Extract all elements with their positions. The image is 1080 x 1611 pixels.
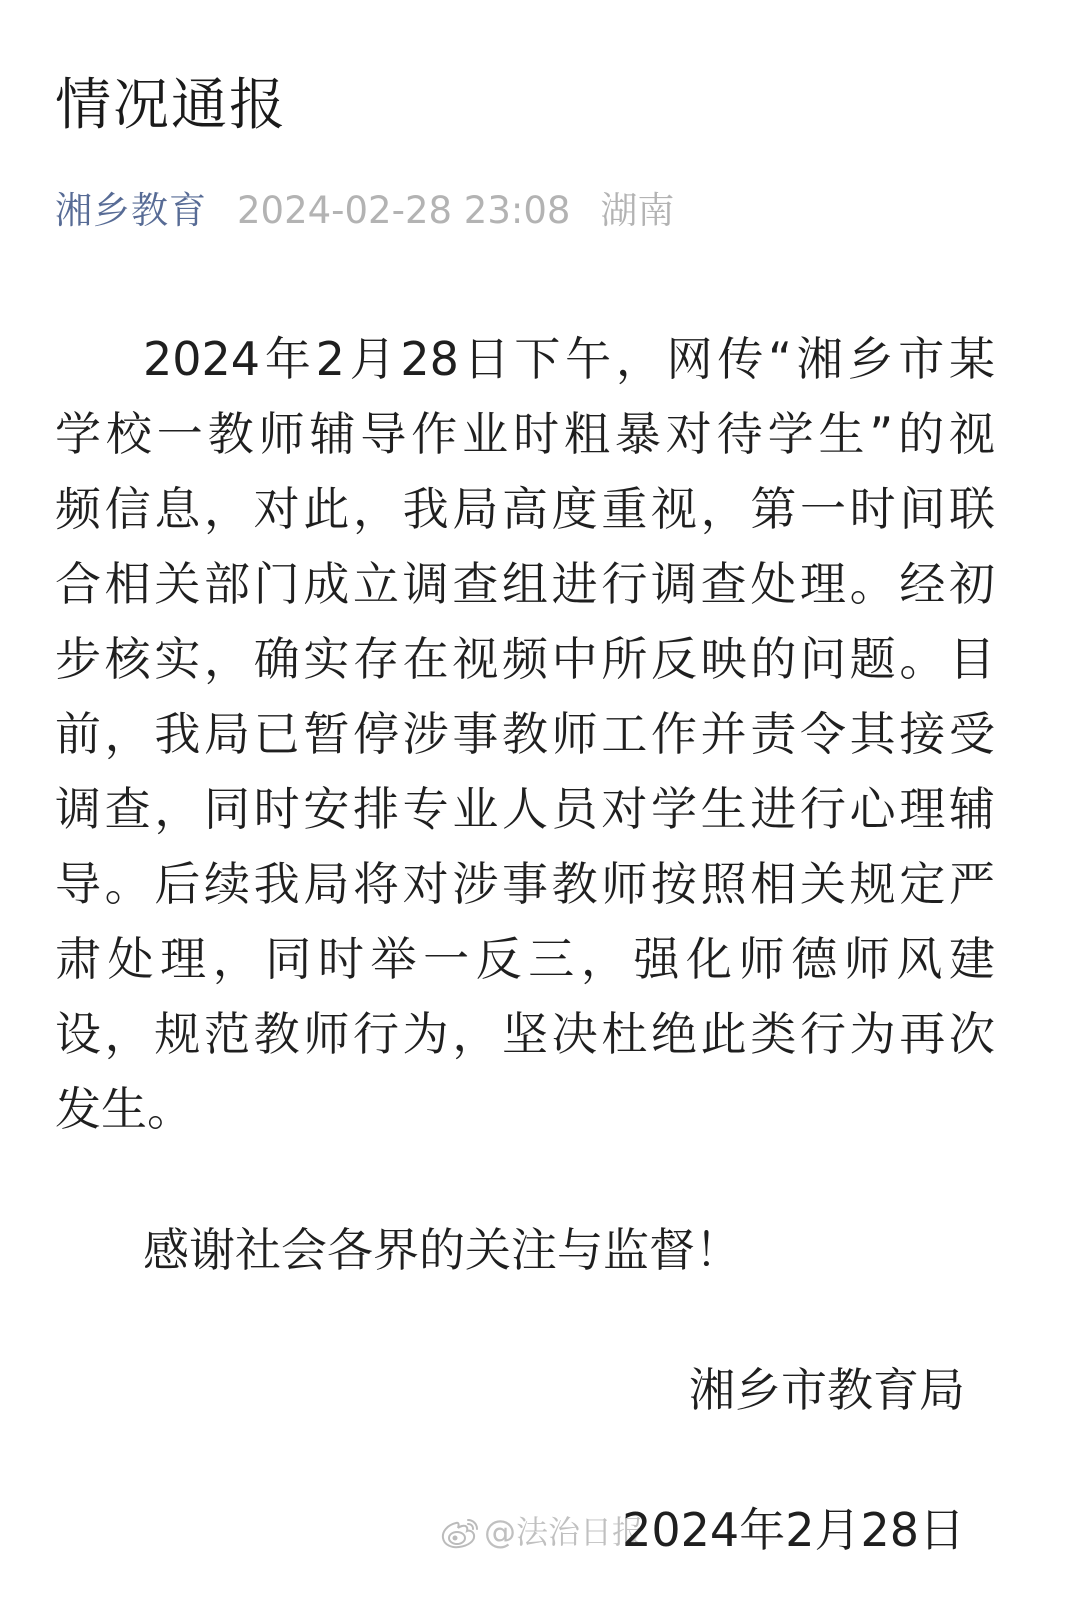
paragraph-line: 步核实，确实存在视频中所反映的问题。目 — [55, 632, 995, 686]
paragraph-line: 设，规范教师行为，坚决杜绝此类行为再次 — [55, 1007, 995, 1061]
paragraph-line: 导。后续我局将对涉事教师按照相关规定严 — [55, 857, 995, 911]
paragraph-line: 发生。 — [55, 1082, 193, 1136]
publish-location: 湖南 — [600, 189, 675, 232]
paragraph-line: 肃处理，同时举一反三，强化师德师风建 — [55, 932, 995, 986]
publish-time: 2024-02-28 23:08 — [237, 189, 571, 232]
account-name-link[interactable]: 湘乡教育 — [55, 189, 207, 232]
issuer-signature: 湘乡市教育局 — [689, 1363, 965, 1417]
weibo-logo-icon — [440, 1515, 480, 1549]
watermark-text: @法治日报 — [484, 1513, 645, 1551]
issue-date: 2024年2月28日 — [622, 1503, 965, 1557]
article-title: 情况通报 — [55, 73, 287, 138]
paragraph-line: 调查，同时安排专业人员对学生进行心理辅 — [55, 782, 995, 836]
closing-line: 感谢社会各界的关注与监督！ — [143, 1223, 741, 1277]
paragraph-line: 2024年2月28日下午，网传“湘乡市某 — [143, 332, 995, 386]
article-meta — [55, 186, 674, 236]
watermark — [440, 1508, 644, 1556]
article-paragraph — [55, 322, 995, 1147]
paragraph-line: 学校一教师辅导作业时粗暴对待学生”的视 — [55, 407, 995, 461]
paragraph-line: 前，我局已暂停涉事教师工作并责令其接受 — [55, 707, 995, 761]
paragraph-line: 频信息，对此，我局高度重视，第一时间联 — [55, 482, 995, 536]
paragraph-line: 合相关部门成立调查组进行调查处理。经初 — [55, 557, 995, 611]
